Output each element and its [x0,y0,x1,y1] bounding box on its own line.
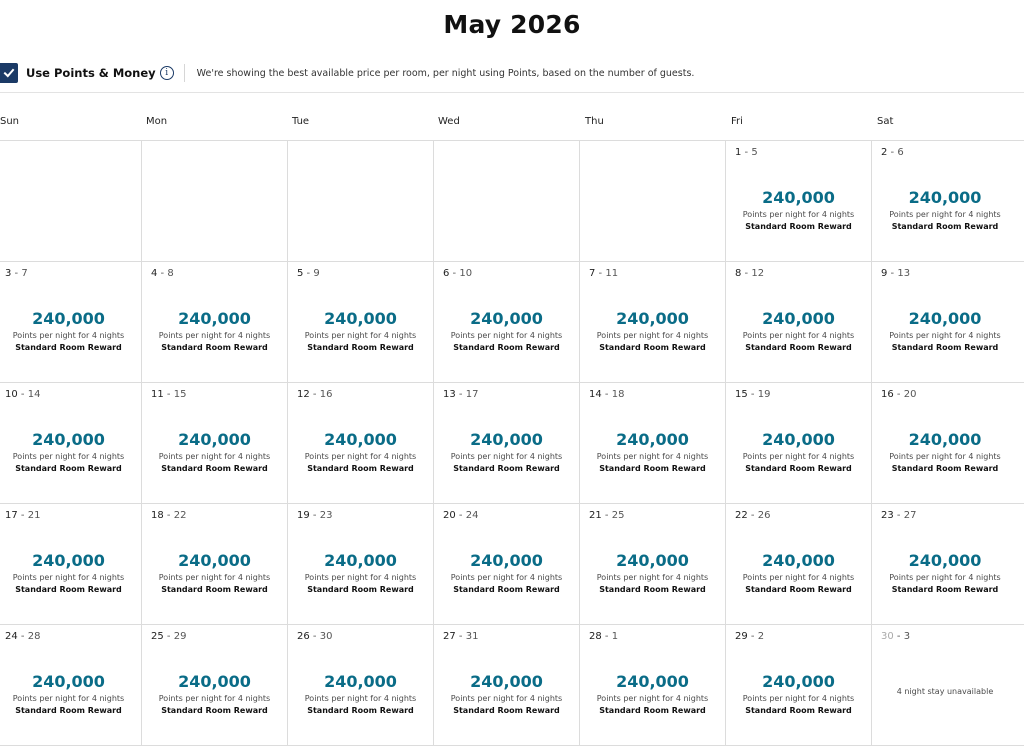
day-cell[interactable] [726,262,872,382]
points-per-night-label: Points per night for 4 nights [742,452,855,461]
check-out-date: 9 [313,268,320,279]
reward-type-label: Standard Room Reward [307,343,414,352]
date-separator: - [309,631,320,642]
weekday-header [0,116,1024,132]
empty-day-cell [0,141,142,261]
date-separator: - [11,268,22,279]
check-out-date: 29 [173,631,187,642]
check-out-date: 7 [21,268,28,279]
reward-type-label: Standard Room Reward [453,343,560,352]
reward-type-label: Standard Room Reward [599,464,706,473]
points-price: 240,000 [470,672,543,691]
stay-date-range [443,268,472,279]
check-in-date: 5 [297,268,304,279]
check-out-date: 6 [897,147,904,158]
day-cell[interactable] [580,504,726,624]
points-price: 240,000 [32,430,105,449]
reward-type-label: Standard Room Reward [891,343,999,352]
reward-type-label: Standard Room Reward [891,464,999,473]
points-per-night-label: Points per night for 4 nights [889,210,1001,219]
check-out-date: 20 [903,389,917,400]
points-per-night-label: Points per night for 4 nights [304,331,417,340]
weekday-sun: Sun [0,116,20,127]
date-separator: - [163,389,174,400]
reward-type-label: Standard Room Reward [15,585,122,594]
check-out-date: 11 [605,268,619,279]
stay-date-range [881,389,916,400]
check-out-date: 3 [903,631,911,642]
points-price: 240,000 [324,309,397,328]
date-separator: - [455,510,466,521]
check-in-date: 19 [297,510,310,521]
check-out-date: 26 [757,510,771,521]
day-cell[interactable] [0,262,142,382]
date-separator: - [887,268,898,279]
points-price: 240,000 [762,430,835,449]
week-row [0,262,1024,383]
points-price: 240,000 [32,672,105,691]
checkmark-icon [3,67,15,79]
points-per-night-label: Points per night for 4 nights [450,694,563,703]
check-in-date: 15 [735,389,748,400]
points-per-night-label: Points per night for 4 nights [596,694,709,703]
reward-type-label: Standard Room Reward [745,343,852,352]
stay-date-range [589,268,618,279]
check-in-date: 2 [881,147,888,158]
day-cell[interactable] [288,383,434,503]
stay-date-range [5,510,40,521]
points-per-night-label: Points per night for 4 nights [12,573,125,582]
stay-date-range [881,268,910,279]
check-in-date: 1 [735,147,742,158]
stay-date-range [881,147,904,158]
stay-date-range [5,631,40,642]
check-in-date: 29 [735,631,748,642]
reward-type-label: Standard Room Reward [599,706,706,715]
reward-type-label: Standard Room Reward [161,343,268,352]
day-cell[interactable] [434,262,580,382]
check-in-date: 4 [151,268,158,279]
points-per-night-label: Points per night for 4 nights [304,694,417,703]
stay-date-range [151,510,186,521]
points-per-night-label: Points per night for 4 nights [742,331,855,340]
reward-type-label: Standard Room Reward [453,585,560,594]
stay-date-range [297,389,332,400]
points-price: 240,000 [32,551,105,570]
date-separator: - [595,268,606,279]
points-per-night-label: Points per night for 4 nights [889,452,1001,461]
check-out-date: 25 [611,510,625,521]
pricing-note: We're showing the best available price per room, per night using Points, based on the number of guests. [196,67,695,79]
points-price: 240,000 [908,188,982,207]
check-in-date: 20 [443,510,456,521]
reward-type-label: Standard Room Reward [745,585,852,594]
check-in-date: 7 [589,268,596,279]
stay-date-range [297,631,332,642]
stay-date-range [443,631,478,642]
check-out-date: 1 [611,631,619,642]
date-separator: - [887,147,898,158]
day-cell[interactable] [726,504,872,624]
day-cell[interactable] [872,262,1018,382]
weekday-sat: Sat [877,116,894,127]
check-in-date: 17 [5,510,18,521]
points-per-night-label: Points per night for 4 nights [889,331,1001,340]
check-out-date: 21 [27,510,41,521]
date-separator: - [741,268,752,279]
use-points-money-checkbox[interactable] [0,63,18,83]
points-per-night-label: Points per night for 4 nights [742,210,855,219]
points-price: 240,000 [762,672,835,691]
empty-day-cell [288,141,434,261]
week-row [0,141,1024,262]
points-per-night-label: Points per night for 4 nights [12,452,125,461]
day-cell[interactable] [726,383,872,503]
check-in-date: 23 [881,510,894,521]
date-separator: - [601,510,612,521]
reward-type-label: Standard Room Reward [453,464,560,473]
check-out-date: 23 [319,510,333,521]
reward-type-label: Standard Room Reward [745,706,852,715]
check-in-date: 27 [443,631,456,642]
date-separator: - [17,631,28,642]
points-per-night-label: Points per night for 4 nights [450,573,563,582]
points-price: 240,000 [470,551,543,570]
date-separator: - [601,631,612,642]
reward-type-label: Standard Room Reward [15,706,122,715]
stay-date-range [735,631,764,642]
stay-date-range [5,268,28,279]
points-per-night-label: Points per night for 4 nights [596,331,709,340]
date-separator: - [17,510,28,521]
reward-type-label: Standard Room Reward [307,585,414,594]
check-in-date: 14 [589,389,602,400]
day-cell[interactable] [726,141,872,261]
check-out-date: 8 [167,268,174,279]
week-row [0,625,1024,746]
reward-type-label: Standard Room Reward [745,464,852,473]
date-separator: - [303,268,314,279]
calendar-grid [0,140,1024,746]
points-price: 240,000 [616,551,689,570]
check-out-date: 24 [465,510,479,521]
date-separator: - [601,389,612,400]
weekday-thu: Thu [585,116,604,127]
date-separator: - [893,631,904,642]
check-out-date: 13 [897,268,911,279]
day-cell[interactable] [142,625,288,745]
reward-type-label: Standard Room Reward [453,706,560,715]
check-in-date: 18 [151,510,164,521]
points-price: 240,000 [470,309,543,328]
reward-type-label: Standard Room Reward [891,222,999,231]
check-in-date: 26 [297,631,310,642]
empty-day-cell [142,141,288,261]
info-icon[interactable]: i [160,66,174,80]
weekday-mon: Mon [146,116,168,127]
stay-date-range [735,510,770,521]
check-out-date: 17 [465,389,479,400]
stay-date-range [589,631,618,642]
check-out-date: 14 [27,389,41,400]
check-out-date: 10 [459,268,473,279]
reward-type-label: Standard Room Reward [307,706,414,715]
date-separator: - [455,631,466,642]
reward-type-label: Standard Room Reward [161,585,268,594]
points-per-night-label: Points per night for 4 nights [596,573,709,582]
points-price: 240,000 [178,672,251,691]
day-cell[interactable] [434,383,580,503]
check-in-date: 11 [151,389,164,400]
stay-date-range [589,510,624,521]
unavailable-text: 4 night stay unavailable [896,687,994,696]
check-out-date: 18 [611,389,625,400]
stay-date-range [735,147,758,158]
points-price: 240,000 [616,430,689,449]
stay-date-range [881,510,916,521]
check-in-date: 30 [881,631,894,642]
points-per-night-label: Points per night for 4 nights [12,694,125,703]
week-row [0,504,1024,625]
empty-day-cell [580,141,726,261]
points-price: 240,000 [324,430,397,449]
stay-date-range [443,389,478,400]
check-out-date: 30 [319,631,333,642]
stay-date-range [881,631,910,642]
points-price: 240,000 [908,551,982,570]
stay-date-range [5,389,40,400]
day-cell[interactable] [434,625,580,745]
points-per-night-label: Points per night for 4 nights [596,452,709,461]
header-divider [0,92,1024,93]
points-per-night-label: Points per night for 4 nights [158,452,271,461]
points-per-night-label: Points per night for 4 nights [889,573,1001,582]
stay-date-range [297,510,332,521]
check-in-date: 3 [5,268,12,279]
points-price: 240,000 [178,309,251,328]
points-price: 240,000 [762,309,835,328]
points-price: 240,000 [178,551,251,570]
stay-date-range [151,631,186,642]
reward-type-label: Standard Room Reward [599,343,706,352]
points-per-night-label: Points per night for 4 nights [742,573,855,582]
stay-date-range [589,389,624,400]
points-price: 240,000 [324,672,397,691]
points-per-night-label: Points per night for 4 nights [450,452,563,461]
day-cell[interactable] [288,504,434,624]
points-price: 240,000 [762,551,835,570]
points-per-night-label: Points per night for 4 nights [158,694,271,703]
date-separator: - [17,389,28,400]
stay-date-range [735,389,770,400]
points-price: 240,000 [616,672,689,691]
date-separator: - [157,268,168,279]
empty-day-cell [434,141,580,261]
month-title: May 2026 [443,10,581,39]
day-cell[interactable] [0,504,142,624]
check-in-date: 22 [735,510,748,521]
day-cell [872,625,1018,745]
weekday-tue: Tue [292,116,310,127]
day-cell[interactable] [872,504,1018,624]
check-in-date: 25 [151,631,164,642]
points-per-night-label: Points per night for 4 nights [12,331,125,340]
points-per-night-label: Points per night for 4 nights [742,694,855,703]
check-in-date: 10 [5,389,18,400]
day-cell[interactable] [580,262,726,382]
points-per-night-label: Points per night for 4 nights [304,573,417,582]
points-price: 240,000 [908,309,982,328]
date-separator: - [163,510,174,521]
points-price: 240,000 [616,309,689,328]
date-separator: - [747,510,758,521]
day-cell[interactable] [0,383,142,503]
points-price: 240,000 [470,430,543,449]
date-separator: - [747,631,758,642]
check-in-date: 16 [881,389,894,400]
check-in-date: 13 [443,389,456,400]
reward-type-label: Standard Room Reward [161,706,268,715]
check-in-date: 9 [881,268,888,279]
stay-date-range [151,389,186,400]
points-price: 240,000 [32,309,105,328]
day-cell[interactable] [142,262,288,382]
reward-type-label: Standard Room Reward [307,464,414,473]
stay-date-range [443,510,478,521]
date-separator: - [449,268,460,279]
reward-type-label: Standard Room Reward [599,585,706,594]
day-cell[interactable] [0,625,142,745]
check-out-date: 5 [751,147,758,158]
day-cell[interactable] [872,383,1018,503]
divider [184,64,185,82]
reward-type-label: Standard Room Reward [161,464,268,473]
points-per-night-label: Points per night for 4 nights [158,573,271,582]
points-price: 240,000 [178,430,251,449]
points-per-night-label: Points per night for 4 nights [304,452,417,461]
date-separator: - [455,389,466,400]
check-out-date: 12 [751,268,765,279]
check-out-date: 31 [465,631,479,642]
check-in-date: 8 [735,268,742,279]
points-money-toggle-row [0,61,694,85]
day-cell[interactable] [434,504,580,624]
day-cell[interactable] [580,383,726,503]
reward-type-label: Standard Room Reward [745,222,852,231]
date-separator: - [747,389,758,400]
date-separator: - [893,510,904,521]
day-cell[interactable] [288,625,434,745]
check-out-date: 16 [319,389,333,400]
reward-type-label: Standard Room Reward [891,585,999,594]
check-out-date: 27 [903,510,917,521]
points-price: 240,000 [324,551,397,570]
points-per-night-label: Points per night for 4 nights [158,331,271,340]
date-separator: - [309,510,320,521]
points-price: 240,000 [908,430,982,449]
day-cell[interactable] [142,504,288,624]
day-cell[interactable] [726,625,872,745]
check-out-date: 28 [27,631,41,642]
check-in-date: 21 [589,510,602,521]
reward-type-label: Standard Room Reward [15,464,122,473]
day-cell[interactable] [580,625,726,745]
check-in-date: 28 [589,631,602,642]
date-separator: - [163,631,174,642]
date-separator: - [309,389,320,400]
check-in-date: 6 [443,268,450,279]
day-cell[interactable] [872,141,1018,261]
use-points-money-label[interactable]: Use Points & Money [26,66,156,80]
check-in-date: 24 [5,631,18,642]
day-cell[interactable] [142,383,288,503]
check-out-date: 19 [757,389,771,400]
reward-type-label: Standard Room Reward [15,343,122,352]
stay-date-range [297,268,320,279]
weekday-fri: Fri [731,116,743,127]
stay-date-range [151,268,174,279]
check-in-date: 12 [297,389,310,400]
check-out-date: 2 [757,631,765,642]
stay-date-range [735,268,764,279]
week-row [0,383,1024,504]
day-cell[interactable] [288,262,434,382]
check-out-date: 15 [173,389,187,400]
date-separator: - [893,389,904,400]
points-price: 240,000 [762,188,835,207]
date-separator: - [741,147,752,158]
check-out-date: 22 [173,510,187,521]
weekday-wed: Wed [438,116,460,127]
points-per-night-label: Points per night for 4 nights [450,331,563,340]
